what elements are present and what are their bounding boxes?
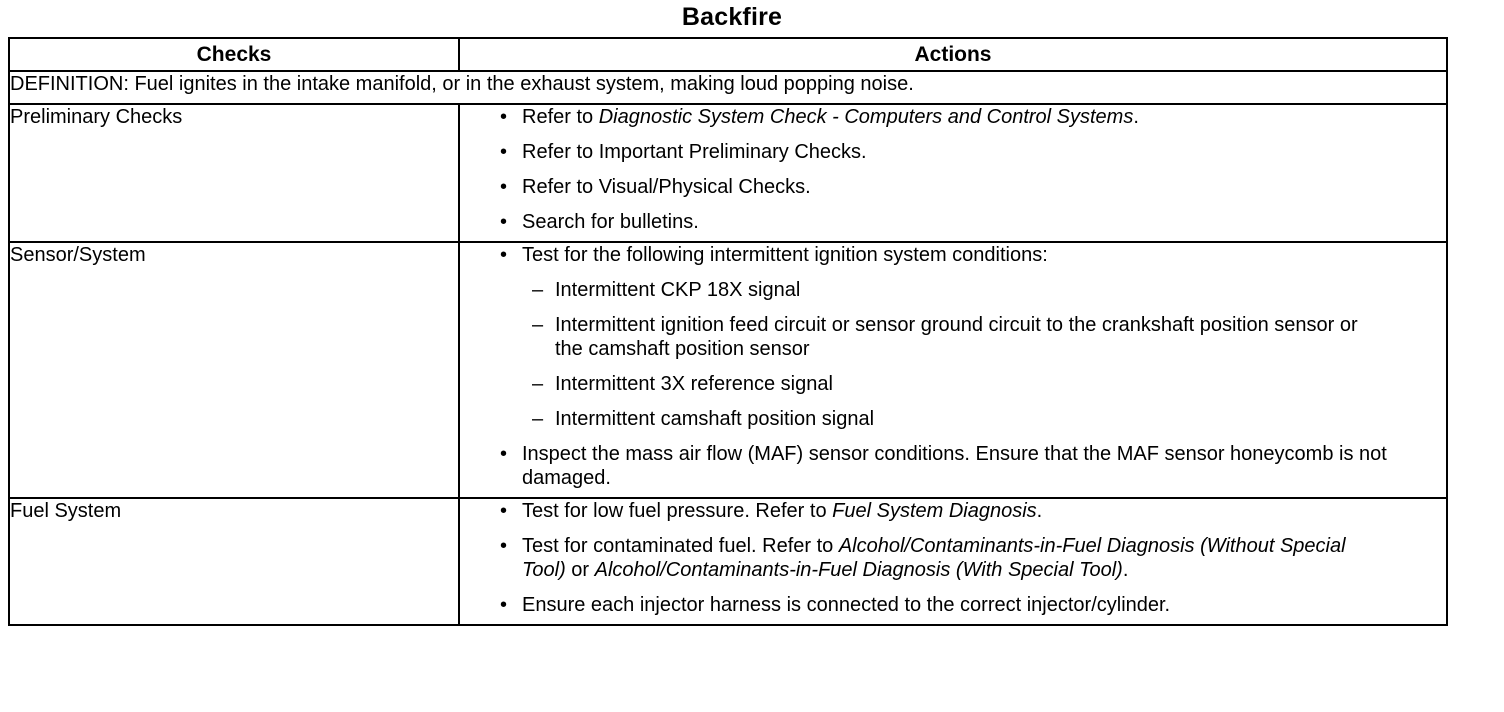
action-text: or bbox=[565, 559, 595, 581]
definition-text: DEFINITION: Fuel ignites in the intake manifold, or in the exhaust system, making loud popping noise. bbox=[9, 71, 1447, 104]
action-item bbox=[460, 140, 1446, 164]
action-item bbox=[460, 243, 1446, 431]
check-name: Fuel System bbox=[9, 498, 459, 625]
action-text: Refer to bbox=[522, 106, 599, 128]
action-item bbox=[460, 499, 1446, 523]
actions-cell bbox=[459, 104, 1447, 242]
action-item bbox=[460, 593, 1446, 617]
page-title: Backfire bbox=[681, 3, 783, 31]
actions-cell bbox=[459, 498, 1447, 625]
checks-column-header: Checks bbox=[9, 38, 459, 71]
action-text: Test for low fuel pressure. Refer to bbox=[522, 500, 833, 522]
action-item bbox=[460, 442, 1446, 490]
reference-link: Alcohol/Contaminants-in-Fuel Diagnosis (With Special Tool) bbox=[594, 559, 1123, 581]
action-item bbox=[460, 534, 1446, 582]
header-row bbox=[9, 38, 1447, 71]
actions-column-header: Actions bbox=[459, 38, 1447, 71]
reference-link: Alcohol/Contaminants-in-Fuel Diagnosis (Without Special Tool) bbox=[522, 535, 1346, 581]
sub-action-list bbox=[522, 278, 1426, 431]
action-list bbox=[460, 105, 1446, 234]
action-text: Inspect the mass air flow (MAF) sensor conditions. Ensure that the MAF sensor honeycomb is not damaged. bbox=[522, 443, 1387, 489]
definition-row bbox=[9, 71, 1447, 104]
diagnostic-table bbox=[8, 37, 1448, 626]
action-item bbox=[460, 210, 1446, 234]
action-text: . bbox=[1036, 500, 1043, 522]
action-text: Ensure each injector harness is connected to the correct injector/cylinder. bbox=[522, 594, 1171, 616]
table-row bbox=[9, 498, 1447, 625]
sub-action-item: – Intermittent camshaft position signal bbox=[522, 407, 1426, 431]
table-row bbox=[9, 242, 1447, 498]
action-item bbox=[460, 175, 1446, 199]
action-item bbox=[460, 105, 1446, 129]
sub-action-item: – Intermittent 3X reference signal bbox=[522, 372, 1426, 396]
action-list bbox=[460, 499, 1446, 617]
action-text: . bbox=[1133, 106, 1139, 128]
action-text: Refer to Visual/Physical Checks. bbox=[522, 176, 811, 198]
table-row bbox=[9, 104, 1447, 242]
action-text: Refer to Important Preliminary Checks. bbox=[522, 141, 867, 163]
action-list bbox=[460, 243, 1446, 490]
action-text: Search for bulletins. bbox=[522, 211, 699, 233]
action-text: Test for the following intermittent ignition system conditions: bbox=[522, 244, 1048, 266]
sub-action-item: – Intermittent CKP 18X signal bbox=[522, 278, 1426, 302]
sub-action-item: – Intermittent ignition feed circuit or sensor ground circuit to the crankshaft position sensor or the camshaft position sensor bbox=[522, 313, 1426, 361]
actions-cell bbox=[459, 242, 1447, 498]
reference-link: Fuel System Diagnosis bbox=[832, 500, 1037, 522]
reference-link: Diagnostic System Check - Computers and Control Systems bbox=[598, 106, 1134, 128]
check-name: Sensor/System bbox=[9, 242, 459, 498]
action-text: Test for contaminated fuel. Refer to bbox=[522, 535, 839, 557]
action-text: . bbox=[1122, 559, 1129, 581]
check-name: Preliminary Checks bbox=[9, 104, 459, 242]
